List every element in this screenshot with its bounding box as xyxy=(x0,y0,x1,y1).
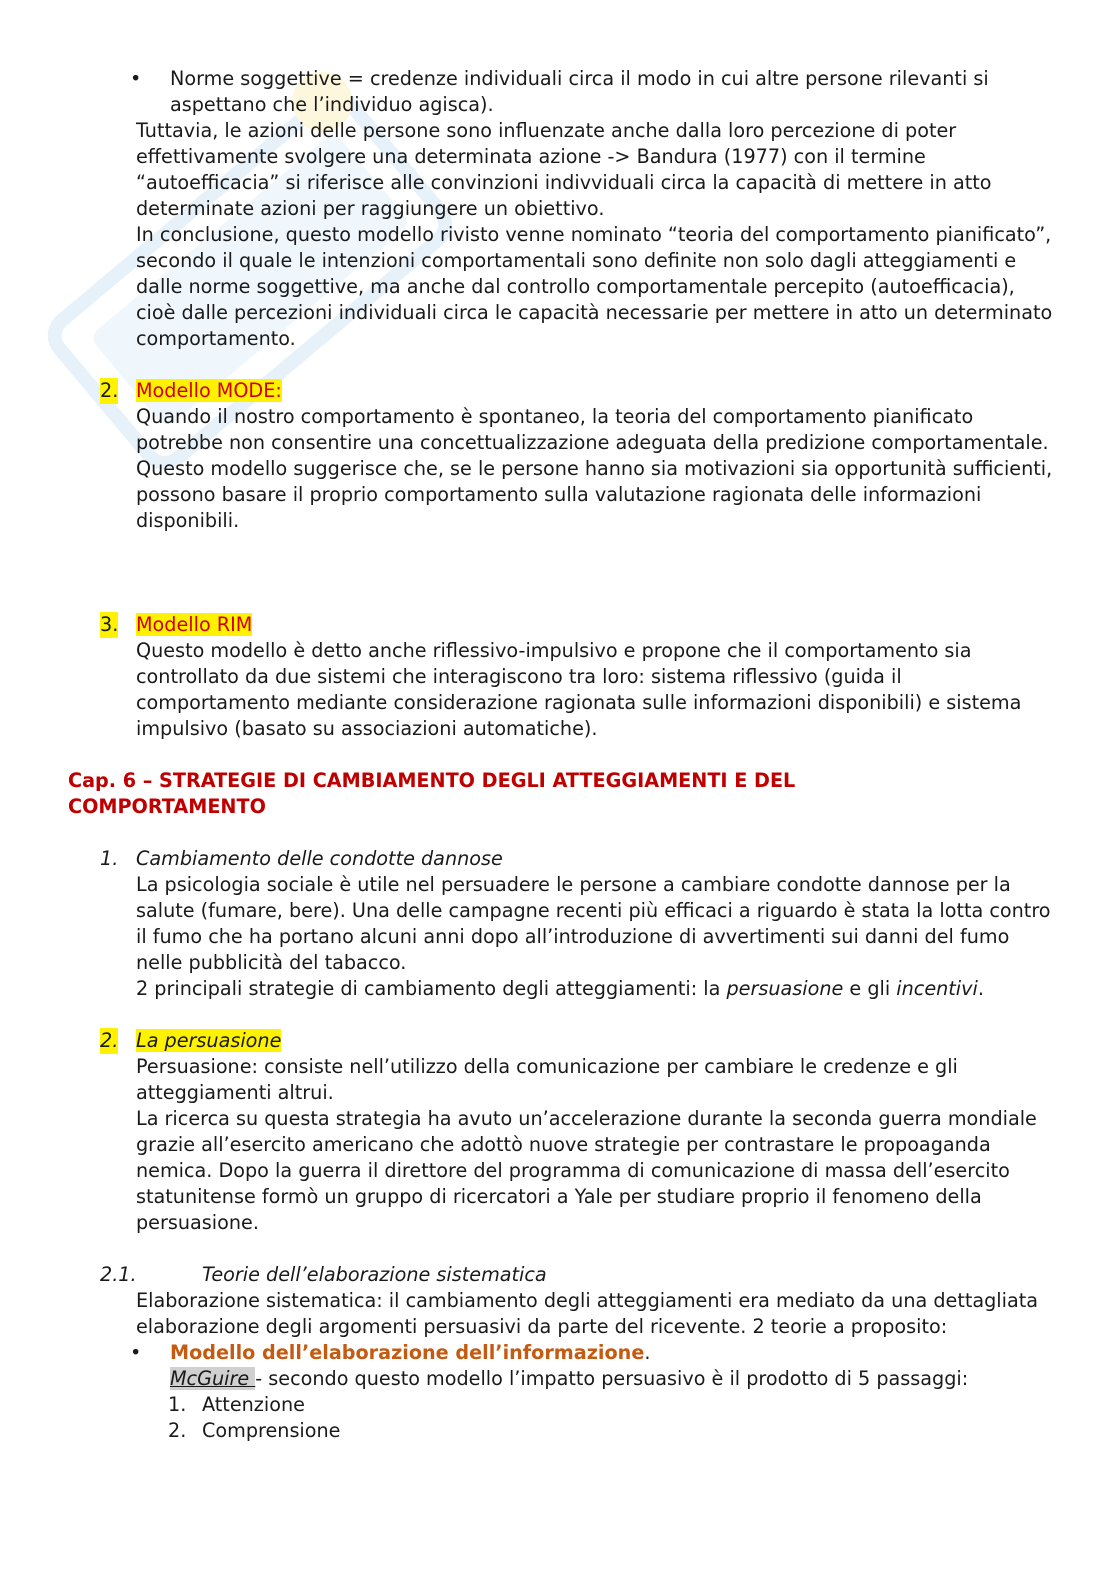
section-number: 2.1. xyxy=(100,1263,137,1286)
step-1 xyxy=(68,1392,1058,1418)
section-rim-heading xyxy=(68,612,1058,638)
paragraph-sec2-1: Persuasione: consiste nell’utilizzo della comunicazione per cambiare le credenze e gli atteggiamenti altrui. xyxy=(136,1055,958,1104)
step-2 xyxy=(68,1418,1058,1444)
section-2-heading xyxy=(68,1028,1058,1054)
section-1-heading xyxy=(68,846,1058,872)
author-mcguire: McGuire xyxy=(170,1367,256,1390)
section-number: 1. xyxy=(100,847,119,870)
bullet-dot: • xyxy=(130,1341,142,1364)
paragraph-conclusione: In conclusione, questo modello rivisto venne nominato “teoria del comportamento pianificato”, secondo il quale le intenzioni comportamentali sono definite non solo dagli atteggiamenti e dalle norme soggettive, ma anche dal controllo comportamentale percepito (autoefficacia), cioè dalle percezioni individuali circa le capacità necessarie per mettere in atto un determinato comportamento. xyxy=(136,223,1053,350)
step-label: Comprensione xyxy=(202,1419,341,1442)
document-body xyxy=(68,66,1058,1444)
section-number: 3. xyxy=(100,613,119,636)
section-2-1-heading xyxy=(68,1262,1058,1288)
paragraph-mcguire: McGuire - secondo questo modello l’impatto persuasivo è il prodotto di 5 passaggi: xyxy=(170,1367,969,1390)
paragraph-tuttavia: Tuttavia, le azioni delle persone sono influenzate anche dalla loro percezione di poter effettivamente svolgere una determinata azione -> Bandura (1977) con il termine “autoefficacia” si riferisce alle convinzioni indivviduali circa la capacità di mettere in atto determinate azioni per raggiungere un obiettivo. xyxy=(136,119,992,220)
section-title: Modello RIM xyxy=(136,613,253,636)
chapter-heading xyxy=(68,768,1058,820)
chapter-heading-line-1: Cap. 6 – STRATEGIE DI CAMBIAMENTO DEGLI ATTEGGIAMENTI E DEL xyxy=(68,769,796,792)
step-number: 1. xyxy=(168,1393,187,1416)
section-number: 2. xyxy=(100,1029,119,1052)
section-title: La persuasione xyxy=(136,1029,282,1052)
section-mode-heading xyxy=(68,378,1058,404)
paragraph-sec1-1: La psicologia sociale è utile nel persuadere le persone a cambiare condotte dannose per la salute (fumare, bere). Una delle campagne recenti più efficaci a riguardo è stata la lotta contro il fumo che ha portano alcuni anni dopo all’introduzione di avvertimenti sui danni del fumo nelle pubblicità del tabacco. xyxy=(136,873,1051,974)
term-persuasione: persuasione xyxy=(726,977,844,1000)
bullet-modello-elaborazione: • Modello dell’elaborazione dell’informazione. xyxy=(130,1341,651,1364)
term-incentivi: incentivi xyxy=(896,977,978,1000)
section-title: Modello MODE: xyxy=(136,379,282,402)
paragraph-mode-1: Quando il nostro comportamento è spontaneo, la teoria del comportamento pianificato potrebbe non consentire una concettualizzazione adeguata della predizione comportamentale. xyxy=(136,405,1049,454)
bullet-text: Norme soggettive = credenze individuali circa il modo in cui altre persone rilevanti si aspettano che l’individuo agisca). xyxy=(170,67,989,116)
bullet-title: Modello dell’elaborazione dell’informazione xyxy=(170,1341,645,1364)
paragraph-sec1-2: 2 principali strategie di cambiamento degli atteggiamenti: la persuasione e gli incentivi. xyxy=(136,977,984,1000)
step-label: Attenzione xyxy=(202,1393,305,1416)
bullet-norme-soggettive xyxy=(68,66,1058,118)
paragraph-mode-2: Questo modello suggerisce che, se le persone hanno sia motivazioni sia opportunità sufficienti, possono basare il proprio comportamento sulla valutazione ragionata delle informazioni disponibili. xyxy=(136,457,1053,532)
paragraph-sec21-1: Elaborazione sistematica: il cambiamento degli atteggiamenti era mediato da una dettagliata elaborazione degli argomenti persuasivi da parte del ricevente. 2 teorie a proposito: xyxy=(136,1289,1039,1338)
paragraph-sec2-2: La ricerca su questa strategia ha avuto un’accelerazione durante la seconda guerra mondiale grazie all’esercito americano che adottò nuove strategie per contrastare le propoaganda nemica. Dopo la guerra il direttore del programma di comunicazione di massa dell’esercito statunitense formò un gruppo di ricercatori a Yale per studiare proprio il fenomeno della persuasione. xyxy=(136,1107,1037,1234)
step-number: 2. xyxy=(168,1419,187,1442)
section-number: 2. xyxy=(100,379,119,402)
section-title: Teorie dell’elaborazione sistematica xyxy=(202,1263,547,1286)
paragraph-rim: Questo modello è detto anche riflessivo-impulsivo e propone che il comportamento sia controllato da due sistemi che interagiscono tra loro: sistema riflessivo (guida il comportamento mediante considerazione ragionata sulle informazioni disponibili) e sistema impulsivo (basato su associazioni automatiche). xyxy=(136,639,1022,740)
chapter-heading-line-2: COMPORTAMENTO xyxy=(68,795,266,818)
bullet-dot: • xyxy=(130,67,142,90)
section-title: Cambiamento delle condotte dannose xyxy=(136,847,503,870)
